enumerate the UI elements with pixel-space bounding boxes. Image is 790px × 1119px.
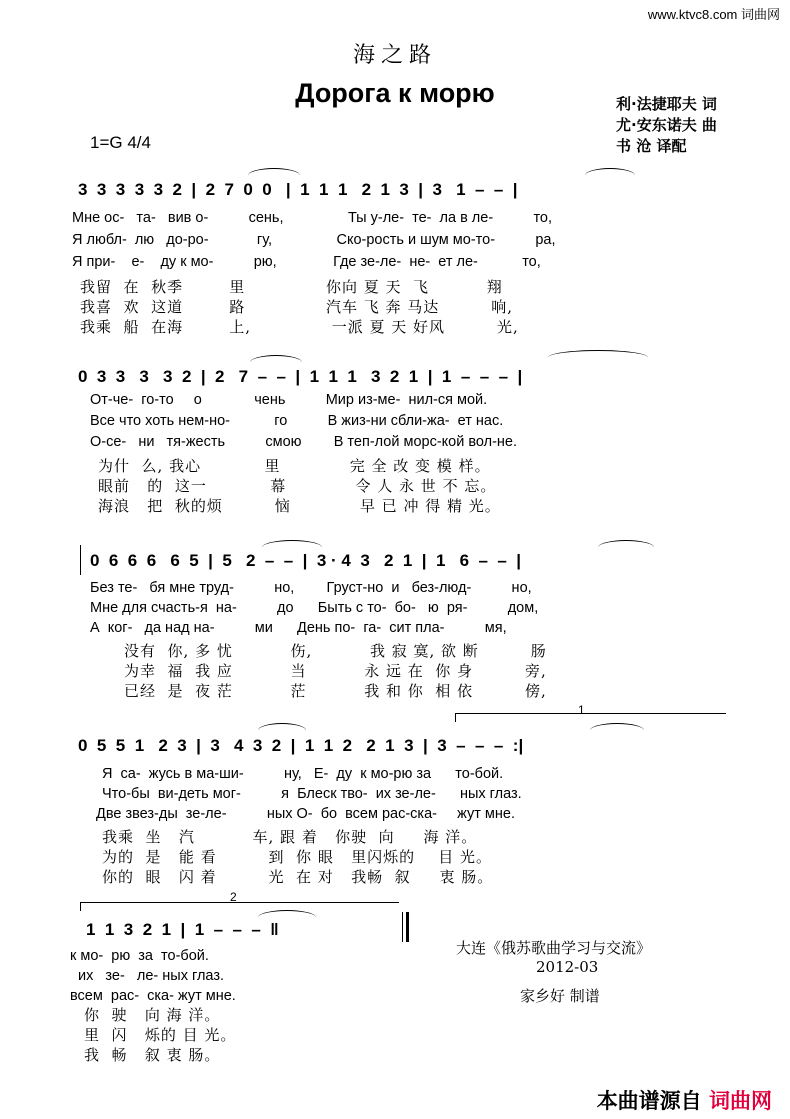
volta-second-bracket (80, 902, 399, 911)
final-bar-thick (406, 912, 409, 942)
lyric-cn-1: 你 驶 向 海 洋。 (84, 1006, 221, 1024)
lyric-ru-3: Я при- е- ду к мо- рю, Где зе-ле- не- ет ле- то, (72, 254, 541, 270)
volta-second-label: 2 (230, 890, 237, 904)
lyric-ru-1: От-че- го-то о чень Мир из-ме- нил-ся мой. (90, 392, 488, 408)
lyric-cn-2: 为的 是 能 看 到 你 眼 里闪烁的 目 光。 (102, 848, 492, 866)
lyric-ru-2: Что-бы ви-деть мог- я Блеск тво- их зе-ле- ных глаз. (102, 786, 522, 802)
tie (248, 168, 300, 183)
repeat-start-bar (80, 545, 81, 575)
lyric-ru-1: Без те- бя мне труд- но, Груст-но и без-люд- но, (90, 580, 532, 596)
volta-first-bracket (455, 713, 726, 722)
tie (590, 723, 644, 738)
site-url[interactable]: www.ktvc8.com 词曲网 (647, 7, 780, 22)
notes-line: 1 1 3 2 1 | 1 – – – ‖ (86, 920, 279, 939)
lyric-cn-1: 我留 在 秋季 里 你向 夏 天 飞 翔 (80, 278, 503, 296)
footer-source-line: 大连《俄苏歌曲学习与交流》 (456, 939, 652, 957)
lyric-cn-3: 我 畅 叙 衷 肠。 (84, 1046, 221, 1064)
lyric-cn-2: 眼前 的 这一 幕 令 人 永 世 不 忘。 (98, 477, 497, 495)
final-bar-thin (402, 912, 403, 942)
source-text: 本曲谱源自 (596, 1089, 702, 1113)
title-chinese: 海之路 (352, 43, 437, 68)
lyric-ru-3: А ког- да над на- ми День по- га- сит пла- мя, (90, 620, 507, 636)
lyric-ru-1: Мне ос- та- вив о- сень, Ты у-ле- те- ла в ле- то, (72, 210, 553, 226)
lyric-cn-3: 你的 眼 闪 着 光 在 对 我畅 叙 衷 肠。 (102, 868, 494, 886)
lyric-cn-2: 为幸 福 我 应 当 永 远 在 你 身 旁, (124, 662, 547, 680)
notes-line: 0 3 3 3 3 2 | 2 7 – – | 1 1 1 3 2 1 | 1 – – – | (78, 367, 523, 386)
tie (548, 350, 648, 365)
lyric-ru-3: Две звез-ды зе-ле- ных О- бо всем рас-ска- жут мне. (96, 806, 515, 822)
lyric-ru-3: О-се- ни тя-жесть смою В теп-лой морс-кой вол-не. (90, 434, 518, 450)
tie (258, 910, 316, 925)
lyric-cn-1: 我乘 坐 汽 车, 跟 着 你驶 向 海 洋。 (102, 828, 478, 846)
source-site-name[interactable]: 词曲网 (709, 1089, 772, 1113)
lyric-ru-3: всем рас- ска- жут мне. (70, 988, 236, 1004)
lyric-ru-1: к мо- рю за то-бой. (70, 948, 209, 964)
credit-composer: 尤·安东诺夫 曲 (616, 116, 717, 134)
tie (598, 540, 654, 555)
notes-line: 0 6 6 6 6 5 | 5 2 – – | 3 · 4 3 2 1 | 1 6 – – | (90, 551, 522, 570)
tie (585, 168, 635, 183)
lyric-ru-1: Я са- жусь в ма-ши- ну, Е- ду к мо-рю за то-бой. (102, 766, 504, 782)
tie (262, 540, 322, 555)
volta-first-label: 1 (578, 703, 585, 717)
source-watermark[interactable] (597, 1085, 772, 1115)
lyric-ru-2: их зе- ле- ных глаз. (78, 968, 224, 984)
lyric-cn-1: 没有 你, 多 忧 伤, 我 寂 寞, 欲 断 肠 (124, 642, 547, 660)
credit-translator: 书 沧 译配 (616, 137, 687, 155)
tie (258, 723, 306, 738)
lyric-cn-2: 里 闪 烁的 目 光。 (84, 1026, 237, 1044)
credit-lyricist: 利·法捷耶夫 词 (616, 95, 717, 113)
notes-line: 0 5 5 1 2 3 | 3 4 3 2 | 1 1 2 2 1 3 | 3 – – – :| (78, 736, 524, 755)
tie (250, 355, 302, 370)
lyric-cn-3: 海浪 把 秋的烦 恼 早 已 冲 得 精 光。 (98, 497, 501, 515)
lyric-ru-2: Мне для счасть-я на- до Быть с то- бо- ю ря- дом, (90, 600, 539, 616)
key-signature: 1=G 4/4 (90, 133, 151, 152)
title-russian: Дорога к морю (295, 78, 495, 108)
lyric-ru-2: Все что хоть нем-но- го В жиз-ни сбли-жа- ет нас. (90, 413, 504, 429)
lyric-cn-1: 为什 么, 我心 里 完 全 改 变 模 样。 (98, 457, 491, 475)
lyric-cn-2: 我喜 欢 这道 路 汽车 飞 奔 马达 响, (80, 298, 513, 316)
lyric-ru-2: Я любл- лю до-ро- гу, Ско-рость и шум мо-то- ра, (72, 232, 556, 248)
footer-date: 2012-03 (536, 958, 599, 976)
notes-line: 3 3 3 3 3 2 | 2 7 0 0 | 1 1 1 2 1 3 | 3 1 – – | (78, 180, 518, 199)
lyric-cn-3: 已经 是 夜 茫 茫 我 和 你 相 依 傍, (124, 682, 547, 700)
footer-arranger: 家乡好 制谱 (520, 987, 600, 1005)
lyric-cn-3: 我乘 船 在海 上, 一派 夏 天 好风 光, (80, 318, 519, 336)
